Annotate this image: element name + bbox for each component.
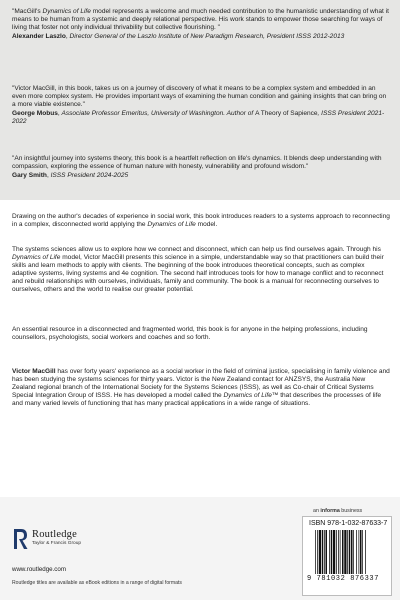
endorsement-attribution: George Mobus, Associate Professor Emeritus, University of Washington. Author of A Theory of Sapience, ISSS President 2021-2022 xyxy=(12,109,385,125)
author-name: Gary Smith xyxy=(12,171,47,179)
quote-open: "MacGill's xyxy=(12,8,43,15)
endorsement-text: "Victor MacGill, in this book, takes us on a journey of discovery of what it means to be a complex system and embedded in an even more complex system. He provides important ways of examining the human condition and gaining insights that can bring on a more viable existence." xyxy=(12,85,387,109)
routledge-logo-icon xyxy=(12,528,28,550)
text-run: Drawing on the author's decades of experience in social work, this book introduces readers to a systems approach to reconnecting in a complex, disconnected world applying the xyxy=(12,213,390,229)
quote-body: model represents a welcome and much needed contribution to the humanistic understanding of what it means to be human from a systemic and deeply relational perspective. His work stands to empower those searching for ways of living that foster not only individual thrivability but collective flourishing. " xyxy=(12,8,389,32)
description-paragraph-3: An essential resource in a disconnected and fragmented world, this book is for anyone in the helping professions, including counsellors, psychologists, social workers and coaches and so forth. xyxy=(12,326,368,342)
text-run: ™ that describes the processes of life and many varied levels of functioning that has many practical applications in a wide range of situations. xyxy=(12,392,382,408)
endorsement-text xyxy=(12,8,390,32)
endorsement-attribution: Alexander Laszlo, Director General of the Laszlo Institute of New Paradigm Research, President ISSS 2012-2013 xyxy=(12,32,345,40)
endorsements-panel xyxy=(0,0,400,200)
endorsement-laszlo xyxy=(12,8,390,41)
text-run: model, Victor MacGill presents this science in a simple, understandable way so that practitioners can build their skills and learn methods to apply with clients. The beginning of the book introduces theoretical concepts, such as complex adaptive systems, living systems and 4e cognition. The second half introduces tools for how to manage conflict and to reconnect and rebuild relationships with ourselves, individuals, family and community. The book is a manual for reconnecting ourselves to ourselves, others and the world to realise our greater potential. xyxy=(12,254,384,294)
publisher-name: Routledge xyxy=(32,529,77,540)
bio-author-name: Victor MacGill xyxy=(12,368,56,375)
routledge-logo xyxy=(12,528,82,566)
endorsement-text: "An insightful journey into systems theory, this book is a heartfelt reflection on life's dynamics. It blends deep understanding with compassion, exploring the essence of human nature with honesty, vulnerability and profound wisdom." xyxy=(12,155,382,171)
endorsement-attribution: Gary Smith, ISSS President 2024-2025 xyxy=(12,171,129,179)
informa-word: informa xyxy=(320,508,340,514)
isbn-barcode xyxy=(302,516,392,596)
author-role: Associate Professor Emeritus, University of Washington. Author of xyxy=(61,109,256,117)
book-title: A Theory of Sapience xyxy=(255,109,318,117)
text-run: an xyxy=(313,508,321,514)
text-run: model. xyxy=(195,221,218,229)
book-title-italic: Dynamics of Life xyxy=(12,254,61,262)
author-role: Director General of the Laszlo Institute of New Paradigm Research, President ISSS 2012-2013 xyxy=(69,32,345,40)
informa-business-label xyxy=(313,508,362,514)
description-paragraph-2 xyxy=(12,246,390,295)
text-run: business xyxy=(339,508,363,514)
book-title-italic: Dynamics of Life xyxy=(223,392,272,400)
text-run: has over forty years' experience as a social worker in the field of criminal justice, specialising in family violence and has been studying the systems sciences for thirty years. Victor is the New Zealand contact for ANZSYS, the Australia New Zealand regional branch of the International Society for the Systems Sciences (ISSS), as well as Co-chair of Critical Systems Special Integration Group of ISSS. He has developed a model called the xyxy=(12,368,390,400)
isbn-label: ISBN 978-1-032-87633-7 xyxy=(309,520,388,527)
author-role-end: , ISSS President 2021-2022 xyxy=(12,109,385,125)
endorsement-smith xyxy=(12,155,390,180)
description-paragraph-1 xyxy=(12,213,390,229)
endorsement-mobus xyxy=(12,85,390,126)
publisher-group: Taylor & Francis Group xyxy=(32,541,82,546)
text-run: The systems sciences allow us to explore how we connect and disconnect, which can help us find ourselves again. Through his xyxy=(12,246,381,253)
ebook-availability-note: Routledge titles are available as eBook editions in a range of digital formats xyxy=(12,580,182,586)
author-bio xyxy=(12,368,390,408)
author-name: Alexander Laszlo xyxy=(12,32,66,40)
author-role: ISSS President 2024-2025 xyxy=(50,171,129,179)
barcode-icon xyxy=(315,530,387,574)
author-name: George Mobus xyxy=(12,109,58,117)
book-title-italic: Dynamics of Life xyxy=(147,221,196,229)
book-title-italic: Dynamics of Life xyxy=(42,8,91,15)
publisher-website[interactable]: www.routledge.com xyxy=(12,566,66,573)
barcode-digits: 9 781032 876337 xyxy=(307,575,380,583)
